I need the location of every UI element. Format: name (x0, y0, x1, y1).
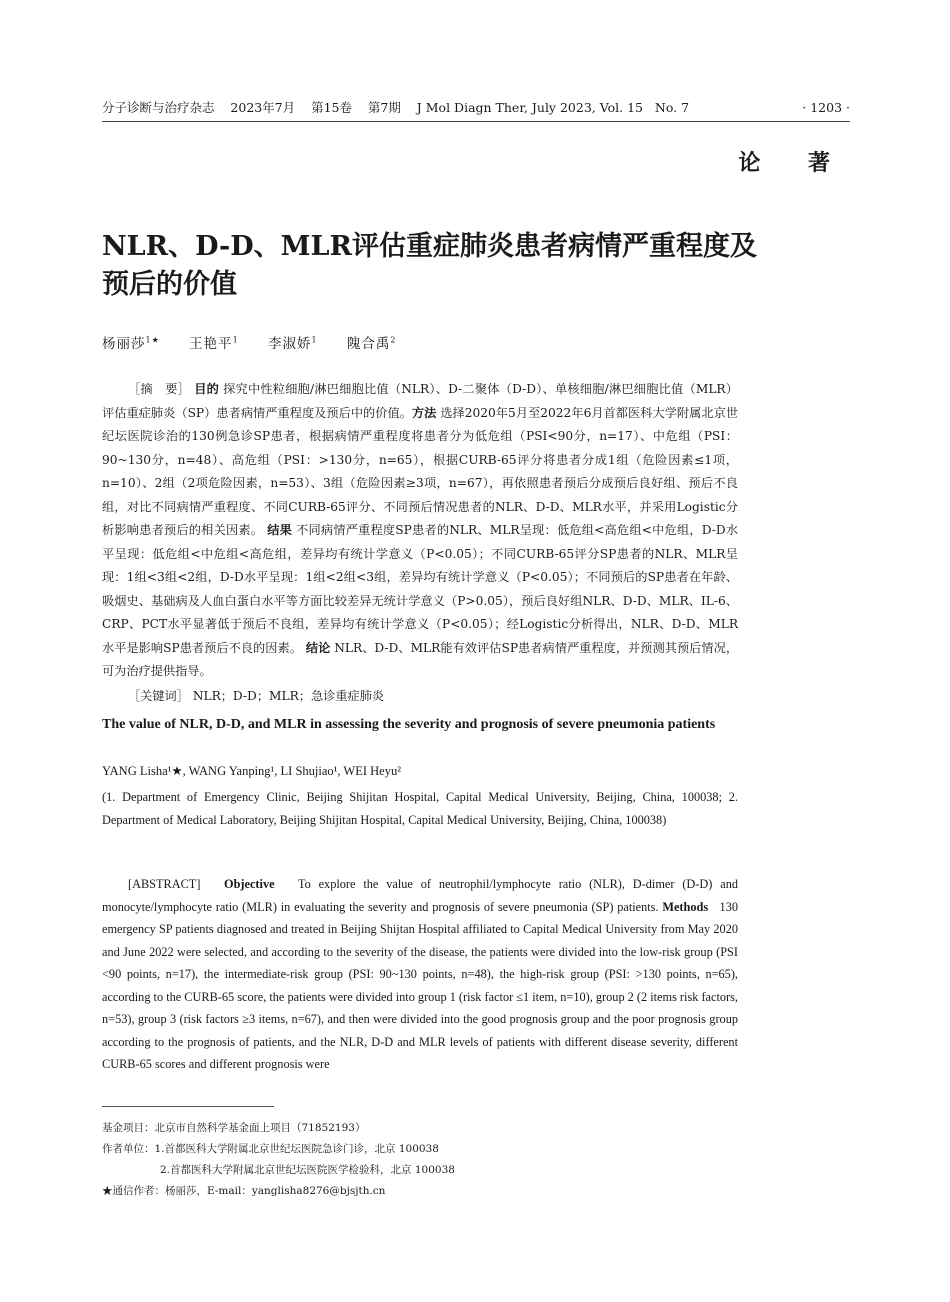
footnotes (102, 1118, 742, 1202)
running-header (102, 100, 850, 116)
corresponding-author: ★通信作者：杨丽莎，E-mail：yanglisha8276@bjsjth.cn (102, 1185, 386, 1197)
conclusion-label: 结论 (305, 640, 331, 655)
keywords-cn: ［关键词］ NLR；D-D；MLR；急诊重症肺炎 (128, 688, 385, 703)
affiliation-note-1: 作者单位：1.首都医科大学附属北京世纪坛医院急诊门诊，北京 100038 (102, 1143, 439, 1155)
author-cn: 李淑娇$^1$ (267, 335, 318, 352)
objective-label-en: Objective (224, 877, 275, 891)
author-list-cn (102, 332, 420, 352)
keywords-text: NLR；D-D；MLR；急诊重症肺炎 (192, 688, 385, 703)
author-cn: 王艳平$^1$ (189, 335, 239, 352)
volume-cn: 第15卷 (311, 100, 352, 115)
methods-text: 选择2020年5月至2022年6月首都医科大学附属北京世纪坛医院诊治的130例急诊SP患者，根据病情严重程度将患者分为低危组（PSI<90分，n=17）、中危组（PSI：90~130分，n=48）、高危组（PSI：>130分，n=65），根据CURB-65评分将患者分成1组（危险因素≤1项，n=10）、2组（2项危险因素，n=53）、3组（危险因素≥3项，n=67），再依照患者预后分成预后良好组、预后不良组，对比不同病情严重程度、不同CURB-65评分、不同预后情况患者的NLR、D-D、MLR水平，并采用Logistic分析影响患者预后的相关因素。 (102, 405, 739, 537)
abstract-en: [ABSTRACT] Objective To explore the value of neutrophil/lymphocyte ratio (NLR), D-dimer (D-D) and monocyte/lymphocyte ratio (MLR) in evaluating the severity and prognosis of severe pneumonia (SP) patients. Methods 130 emergency SP patients diagnosed and treated in Beijing Shijtan Hospital affiliated to Capital Medical University from May 2020 and June 2022 were selected, and according to the severity of the disease, the patients were divided into the low-risk group (PSI <90 points, n=17), the intermediate-risk group (PSI: 90~130 points, n=48), the high-risk group (PSI: >130 points, n=65), according to the CURB-65 score, the patients were divided into group 1 (risk factor ≤1 item, n=10), group 2 (2 items risk factors, n=53), group 3 (risk factors ≥3 items, n=67), and then were divided into the good prognosis group and the poor prognosis group according to the prognosis of patients, and the NLR, D-D and MLR levels of patients with different disease severity, different CURB-65 scores and different prognosis were (102, 877, 738, 1071)
objective-text: 探究中性粒细胞/淋巴细胞比值（NLR）、D-二聚体（D-D）、单核细胞/淋巴细胞比值（MLR）评估重症肺炎（SP）患者病情严重程度及预后中的价值。 (102, 382, 739, 420)
citation-en: J Mol Diagn Ther, July 2023, Vol. 15 No. 7 (416, 100, 690, 115)
abstract-cn (102, 378, 738, 708)
article-title-cn: NLR、D-D、MLR评估重症肺炎患者病情严重程度及预后的价值 (102, 231, 757, 300)
author-cn: 隗合禹$^2$ (346, 335, 397, 352)
author-list-en: YANG Lisha¹★, WANG Yanping¹, LI Shujiao¹, WEI Heyu² (102, 764, 401, 778)
objective-label: 目的 (194, 382, 220, 396)
methods-label-en: Methods (662, 899, 709, 914)
journal-name-cn: 分子诊断与治疗杂志 (102, 100, 215, 115)
page-number: · 1203 · (802, 100, 850, 115)
abstract-cn-body: ［摘 要］ 目的 探究中性粒细胞/淋巴细胞比值（NLR）、D-二聚体（D-D）、单核细胞/淋巴细胞比值（MLR）评估重症肺炎（SP）患者病情严重程度及预后中的价值。方法 选择2020年5月至2022年6月首都医科大学附属北京世纪坛医院诊治的130例急诊SP患者，根据病情严重程度将患者分为低危组（PSI<90分，n=17）、中危组（PSI：90~130分，n=48）、高危组（PSI：>130分，n=65），根据CURB-65评分将患者分成1组（危险因素≤1项，n=10）、2组（2项危险因素，n=53）、3组（危险因素≥3项，n=67），再依照患者预后分成预后良好组、预后不良组，对比不同病情严重程度、不同CURB-65评分、不同预后情况患者的NLR、D-D、MLR水平，并采用Logistic分析影响患者预后的相关因素。 结果 不同病情严重程度SP患者的NLR、MLR呈现：低危组<高危组<中危组，D-D水平呈现：低危组<中危组<高危组，差异均有统计学意义（P<0.05）；不同CURB-65评分SP患者的NLR、MLR呈现：1组<3组<2组，D-D水平呈现：1组<2组<3组，差异均有统计学意义（P<0.05）；不同预后的SP患者在年龄、吸烟史、基础病及人血白蛋白水平等方面比较差异无统计学意义（P>0.05），预后良好组NLR、D-D、MLR、IL-6、CRP、PCT水平显著低于预后不良组，差异均有统计学意义（P<0.05）；经Logistic分析得出，NLR、D-D、MLR水平是影响SP患者预后不良的因素。 结论 NLR、D-D、MLR能有效评估SP患者病情严重程度，并预测其预后情况，可为治疗提供指导。 (102, 382, 739, 678)
methods-label: 方法 (411, 405, 437, 420)
objective-text-en: To explore the value of neutrophil/lymphocyte ratio (NLR), D-dimer (D-D) and monocyte/lymphocyte ratio (MLR) in evaluating the severity and prognosis of severe pneumonia (SP) patients. (102, 877, 738, 914)
issue-date-cn: 2023年7月 (230, 100, 296, 115)
author-cn: 杨丽莎$^{1★}$ (102, 335, 160, 352)
fund-note: 基金项目：北京市自然科学基金面上项目（71852193） (102, 1122, 366, 1134)
affiliation-note-2: 2.首都医科大学附属北京世纪坛医院医学检验科，北京 100038 (160, 1164, 455, 1176)
results-label: 结果 (267, 523, 293, 537)
footnote-rule (102, 1106, 274, 1107)
conclusion-text: NLR、D-D、MLR能有效评估SP患者病情严重程度，并预测其预后情况，可为治疗提供指导。 (102, 640, 739, 678)
header-rule (102, 121, 850, 122)
article-title-en: The value of NLR, D-D, and MLR in assessing the severity and prognosis of severe pneumonia patients (102, 717, 716, 732)
affiliations-en: (1. Department of Emergency Clinic, Beijing Shijitan Hospital, Capital Medical University, Beijing, China, 100038; 2. Department of Medical Laboratory, Beijing Shijitan Hospital, Capital Medical University, Beijing, China, 100038) (102, 790, 738, 827)
issue-cn: 第7期 (367, 100, 401, 115)
results-text: 不同病情严重程度SP患者的NLR、MLR呈现：低危组<高危组<中危组，D-D水平呈现：低危组<中危组<高危组，差异均有统计学意义（P<0.05）；不同CURB-65评分SP患者的NLR、MLR呈现：1组<3组<2组，D-D水平呈现：1组<2组<3组，差异均有统计学意义（P<0.05）；不同预后的SP患者在年龄、吸烟史、基础病及人血白蛋白水平等方面比较差异无统计学意义（P>0.05），预后良好组NLR、D-D、MLR、IL-6、CRP、PCT水平显著低于预后不良组，差异均有统计学意义（P<0.05）；经Logistic分析得出，NLR、D-D、MLR水平是影响SP患者预后不良的因素。 (102, 523, 739, 655)
section-label: 论 著 (738, 150, 850, 176)
methods-text-en: 130 emergency SP patients diagnosed and treated in Beijing Shijtan Hospital affiliated to Capital Medical University from May 2020 and June 2022 were selected, and according to the severity of the disease, the patients were divided into the low-risk group (PSI <90 points, n=17), the intermediate-risk group (PSI: 90~130 points, n=48), the high-risk group (PSI: >130 points, n=65), according to the CURB-65 score, the patients were divided into group 1 (risk factor ≤1 item, n=10), group 2 (2 items risk factors, n=53), group 3 (risk factors ≥3 items, n=67), and then were divided into the good prognosis group and the poor prognosis group according to the prognosis of patients, and the NLR, D-D and MLR levels of patients with different disease severity, different CURB-65 scores and different prognosis were (102, 899, 738, 1071)
